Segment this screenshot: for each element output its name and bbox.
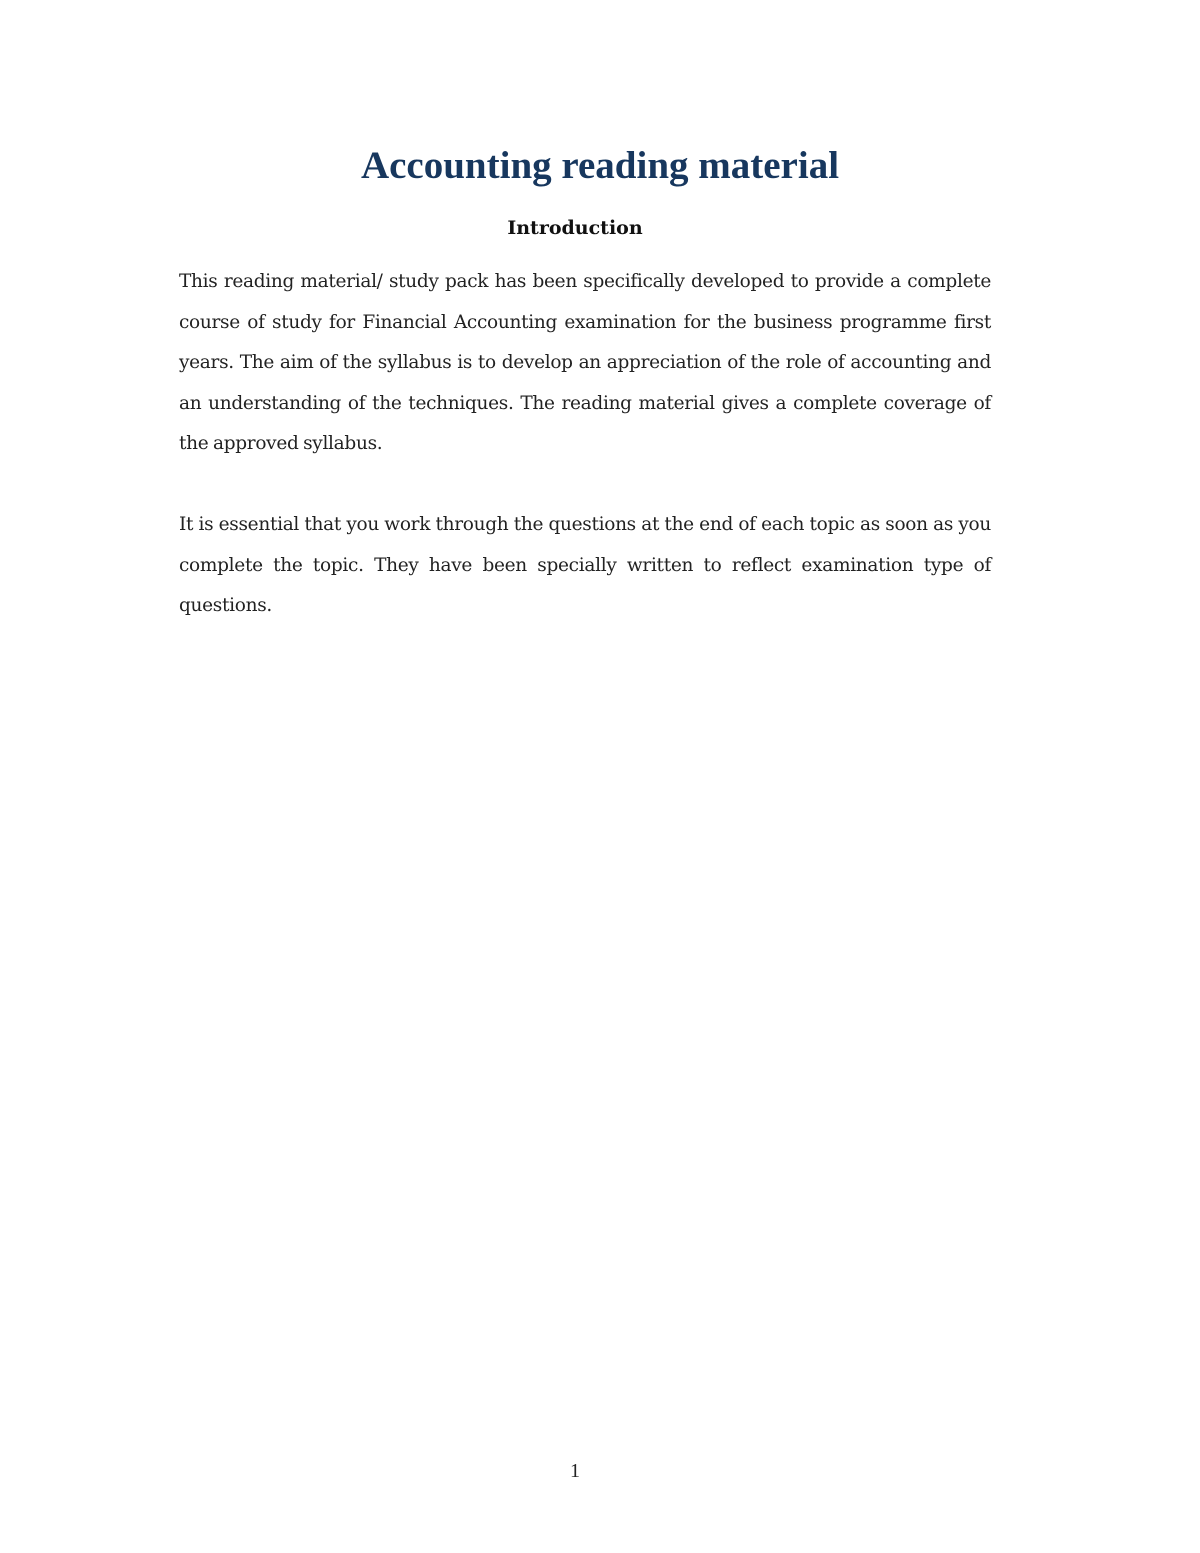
body-paragraph: It is essential that you work through the questions at the end of each topic as soon as you complete the topic. They have been specially written to reflect examination type of questions. (179, 514, 991, 617)
page-number: 1 (570, 1460, 580, 1482)
body-paragraph: This reading material/ study pack has been specifically developed to provide a complete course of study for Financial Accounting examination for the business programme first years. The aim of the syllabus is to develop an appreciation of the role of accounting and an understanding of the techniques. The reading material gives a complete coverage of the approved syllabus. (179, 271, 991, 455)
section-heading: Introduction (507, 217, 643, 239)
document-title: Accounting reading material (360, 144, 840, 187)
